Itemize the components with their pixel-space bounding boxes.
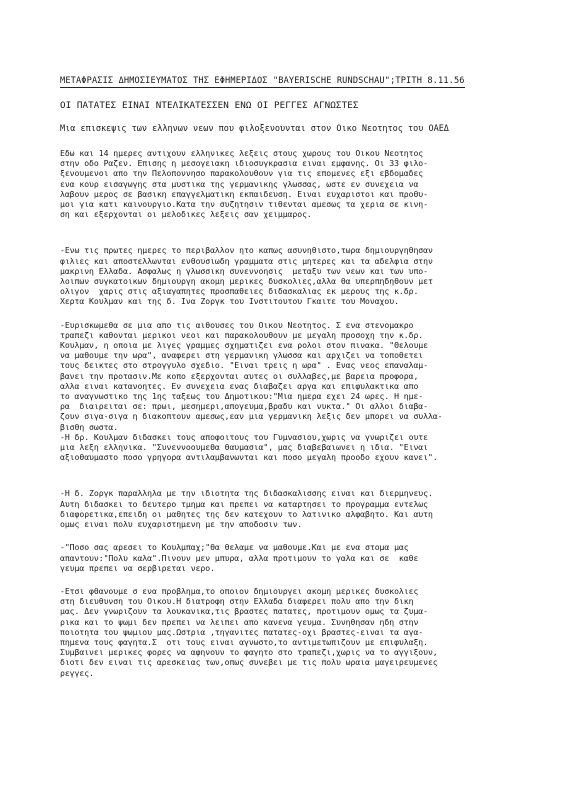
text-line: απαντουν:"Πολυ καλα".Πινουν μεν μπυρα, αλλα προτιμουν το γαλα και σε καθε <box>60 552 419 563</box>
text-line: μια λεξη ελληνικα. "Συνεννοουμεθα θαυμασια", μας διαβεβαιωνει η ιδια. "Ειναι <box>60 442 428 453</box>
text-line: ρεγγες. <box>60 667 94 678</box>
text-line: λοιπων συγκατοικων δημιουργη ακομη μερικες δυσκολιες,αλλα θα υπερπηδηθουν μετ <box>60 276 433 287</box>
paragraph <box>60 488 536 529</box>
text-line: Κουλμαν, η οποια με λιγες γραμμες σχηματιζει ενα ρολοι στον πινακα. "Θελουμε <box>60 340 428 351</box>
text-line: -Η δρ. Κουλμαν διδασκει τους αποφοιτους του Γυμνασιου,χωρις να γνωριζει ουτε <box>60 431 428 442</box>
text-line: ενα κουρ εισαγωγης στα μυστικα της γερμανικης γλωσσας, ωστε εν συνεχεια να <box>60 178 419 189</box>
text-line: -Ευρισκωμεθα σε μια απο τις αιθουσες του Οικου Νεοτητος. Σ ενα στενομακρο <box>60 319 414 330</box>
text-line: μοι για κατι καινουργιο.Κατα την συζητησιν τιθενται αμεσως τα χερια σε κινη- <box>60 199 428 210</box>
text-line: -Η δ. Ζοργκ παραλληλα με την ιδιοτητα της διδασκαλισσης ειναι και διερμηνευς. <box>60 488 433 499</box>
text-line: να μαθουμε την ωρα", αναφερει στη γερμανικη γλωσσα και αρχιζει να τοποθετει <box>60 350 424 361</box>
text-line: φιλιες και αποστελλωνται ενθουσιωδη γραμματα στις μητερες και τα αδελφια στην <box>60 255 433 266</box>
text-line: Αυτη διδασκει το δευτερο τμημα και πρεπει να καταρτησει το προγραμμα εντελως <box>60 498 428 509</box>
text-line: τραπεζι καθονται μερικοι νεοι και παρακολουθουν με μεγαλη προσοχη την κ.δρ. <box>60 329 424 340</box>
text-line: ρικα και το ψωμι δεν πρεπει να λειπει απο κανενα γευμα. Συνηθησαν ηδη στην <box>60 616 419 627</box>
paragraph <box>60 320 536 463</box>
text-line: πημενα τους φαγητα.Σ οτι τους ειναι αγνωστο,το αντιμετωπιζουν με επιφυλαξη. <box>60 636 428 647</box>
document-header: ΜΕΤΑΦΡΑΣΙΣ ΔΗΜΟΣΙΕΥΜΑΤΟΣ ΤΗΣ ΕΦΗΜΕΡΙΔΟΣ "BAYERISCHE RUNDSCHAU";ΤΡΙΤΗ 8.11.56 <box>60 76 465 86</box>
text-line: διοτι δεν ειναι τις αρεσκειας των,οπως συνεβει με τις πολυ ωραια μαγειρευμενες <box>60 657 438 668</box>
text-line: στην οδο Ραζεν. Επισης η μεσογειακη ιδιοσυγκρασια ειναι εμφανης. Οι 33 φιλο- <box>60 158 428 169</box>
text-line: ομως ειναι πολυ ευχαριστημενη με την αποδοσιν των. <box>60 519 303 530</box>
text-line: Χερτα Κουλμαν και της δ. Ινα Ζοργκ του Ινστιτουτου Γκαιτε του Μοναχου. <box>60 296 399 307</box>
text-line: ση και εξερχονται οι μελοδικες λεξεις σαν χειμμαρος. <box>60 209 312 220</box>
paragraph <box>60 542 536 573</box>
text-line: βισθη σωστα. <box>60 421 119 432</box>
paragraph <box>60 586 536 678</box>
text-line: το αναγνωστικο της 1ης ταξεως του Δημοτικου:"Μια ημερα εχει 24 ωρες. Η ημε- <box>60 391 424 402</box>
text-line: ρα διαιρειται σε: πρωι, μεσημερι,απογευμα,βραδυ και νυκτα." Οι αλλοι διαβα- <box>60 401 428 412</box>
text-line: στη διευθυνση του Οικου.Η διατροφη στην Ελλαδα διαφερει πολυ απο την δικη <box>60 596 414 607</box>
article-body <box>60 148 536 678</box>
text-line: ξενουμενοι απο την Πελοποννησο παρακολουθουν για τις επομενες εξι εβδομαδες <box>60 168 424 179</box>
article-title: ΟΙ ΠΑΤΑΤΕΣ ΕΙΝΑΙ ΝΤΕΛΙΚΑΤΕΣΣΕΝ ΕΝΩ ΟΙ ΡΕΓΓΕΣ ΑΓΝΩΣΤΕΣ <box>60 100 359 111</box>
text-line: βανει την προτασιν.Με κοπο εξερχονται αυτες οι συλλαβες,με βαρεια προφορα, <box>60 370 419 381</box>
text-line: γευμα πρεπει να σερβιρεται νερο. <box>60 562 215 573</box>
text-line: τους δεικτες στο στρογγυλο σχεδιο. "Ειναι τρεις η ωρα" . Ενας νεος επαναλαμ- <box>60 360 428 371</box>
text-line: μας. Δεν γνωριζουν τα λουκανικα,τις βραστες πατατες, προτιμουν ομως τα ζυμα- <box>60 606 428 617</box>
text-line: -"Ποσο σας αρεσει το Κουλμπαχ;"θα θελαμε να μαθουμε.Και με ενα στομα μας <box>60 542 409 553</box>
text-line: Εδω και 14 ημερες αντιχουν ελληνικες λεξεις στους χωρους του Οικου Νεοτητος <box>60 148 424 158</box>
text-line: μακρινη Ελλαδα. Ασφαλως η γλωσσικη συνεννοησις μεταξυ των νεων και των υπο- <box>60 265 428 276</box>
text-line: ποιοτητα του ψωμιου μας.Ωστρια ,τηγανιτες πατατες-οχι βραστες-ειναι τα αγα- <box>60 626 424 637</box>
text-line: Συμβαινει μερικες φορες να αφηνουν το φαγητο στο τραπεζι,χωρις να το αγγιξουν, <box>60 647 438 658</box>
text-line: αξιοθαυμαστο ποσο γρηγορα αντιλαμβανωνται και ποσο μεγαλη προοδο εχουν κανει". <box>60 452 438 463</box>
text-line: λαβουν μερος σε βασικη επαγγελματικη εκπαιδευση. Ειναι ευχαριστοι και προθυ- <box>60 188 428 199</box>
text-line: ζουν σιγα-σιγα η διακοπτουν αμεσως,εαν μια γερμανικη λεξις δεν μπορει να συλλα- <box>60 411 443 422</box>
text-line: ολιγον χαρις στις αξιαγαπητες προσπαθειες διδασκαλιας εκ μερους της κ.δρ. <box>60 286 419 297</box>
article-subtitle: Μια επισκεψις των ελληνων νεων που φιλοξενουνται στον Οικο Νεοτητος του ΟΑΕΔ <box>60 124 449 134</box>
text-line: -Ενω τις πρωτες ημερες το περιβαλλον ητο καπως ασυνηθιστο,τωρα δημιουργηθησαν <box>60 245 433 256</box>
paragraph <box>60 148 536 219</box>
text-line: -Ετσι φθανουμε σ ενα προβλημα,το οποιον δημιουργει ακομη μερικες δυσκολιες <box>60 585 419 596</box>
text-line: διαφορετικα,επειδη οι μαθητες της δεν κατεχουν το λατινικο αλφαβητο. Και αυτη <box>60 508 433 519</box>
text-line: αλλα ειναι κατανοητες. Εν συνεχεια ενας διαβαζει αργα και επιφυλακτικα απο <box>60 380 419 391</box>
paragraph <box>60 245 536 306</box>
